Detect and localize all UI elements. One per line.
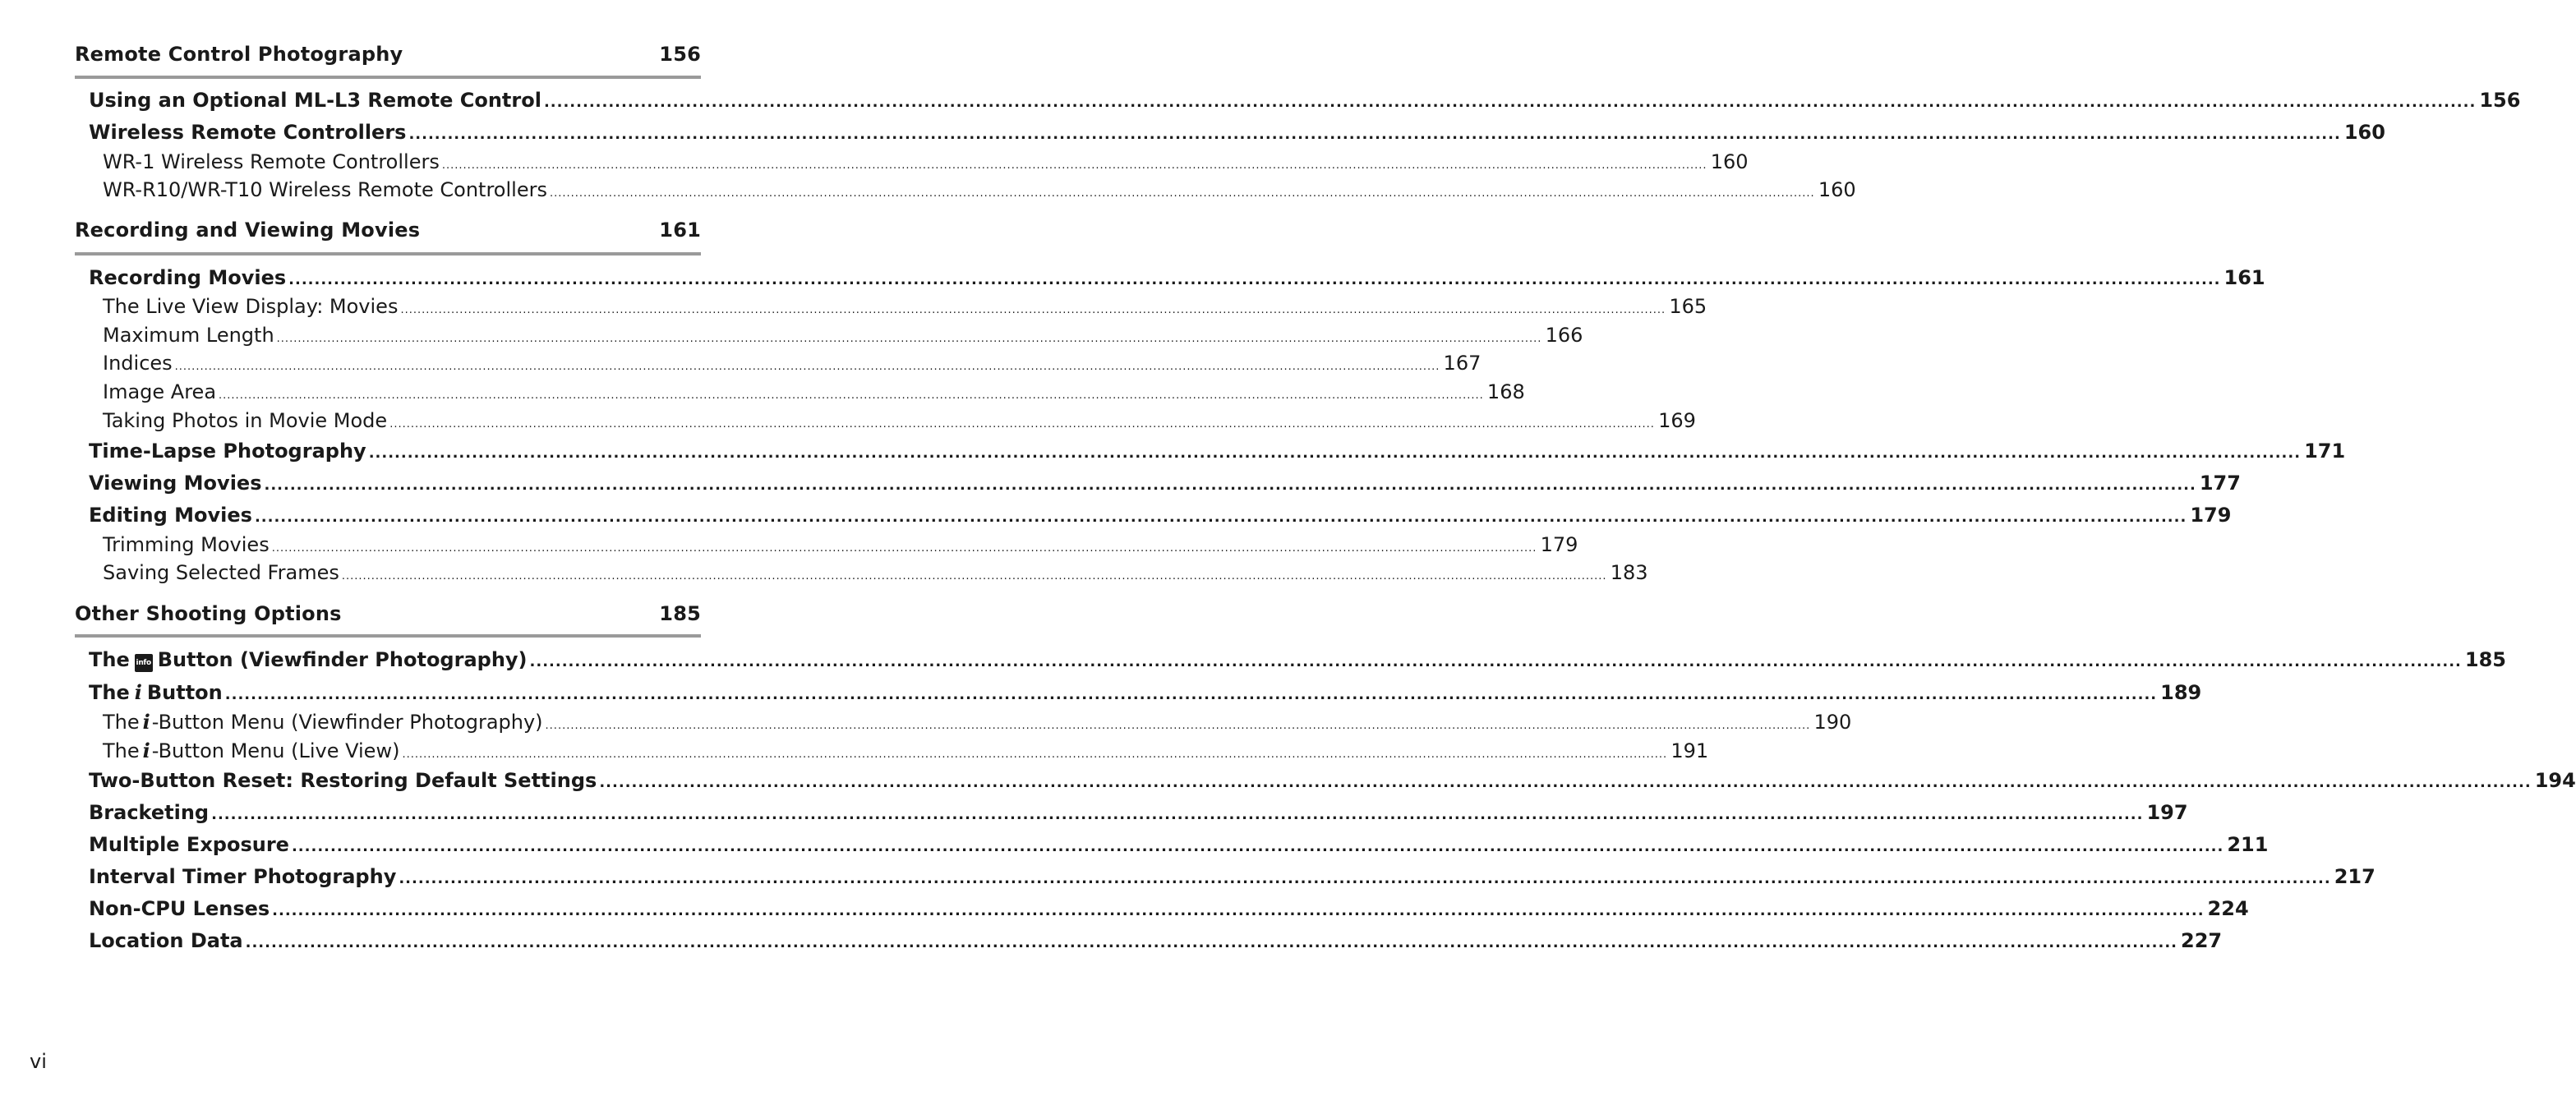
toc-entry[interactable] — [89, 504, 2232, 532]
dot-leader: ............................................................................................................................................................................................................................................................................................................ — [441, 159, 1707, 172]
section-page: 156 — [659, 43, 701, 66]
entry-page: 183 — [1610, 561, 1648, 584]
toc-entry[interactable] — [89, 472, 2241, 500]
dot-leader: ............................................................................................................................................................................................................................................................................................................ — [224, 686, 2158, 703]
entry-page: 217 — [2334, 865, 2376, 888]
toc-subentry[interactable] — [103, 561, 1648, 587]
dot-leader: ............................................................................................................................................................................................................................................................................................................ — [291, 838, 2224, 855]
toc-subentry[interactable] — [103, 324, 1583, 350]
entry-title-post: Button (Viewfinder Photography) — [157, 648, 528, 671]
dot-leader: ............................................................................................................................................................................................................................................................................................................ — [276, 333, 1542, 345]
dot-leader: ............................................................................................................................................................................................................................................................................................................ — [408, 126, 2341, 143]
dot-leader: ............................................................................................................................................................................................................................................................................................................ — [288, 271, 2221, 288]
entry-title: Multiple Exposure — [89, 833, 289, 856]
section-title: Recording and Viewing Movies — [75, 219, 421, 242]
entry-page: 190 — [1813, 711, 1852, 734]
toc-entry[interactable] — [89, 89, 2521, 117]
toc-entry[interactable] — [89, 929, 2223, 957]
toc-entry[interactable] — [89, 769, 2576, 797]
i-button-icon: i — [134, 680, 142, 704]
section-page: 161 — [659, 219, 701, 242]
dot-leader: ............................................................................................................................................................................................................................................................................................................ — [400, 304, 1666, 316]
entry-title: Location Data — [89, 929, 243, 952]
entry-title-pre: The — [103, 711, 140, 734]
entry-title: Saving Selected Frames — [103, 561, 339, 584]
toc-subentry[interactable] — [103, 295, 1707, 321]
entry-page: 160 — [1710, 150, 1749, 173]
entry-page: 169 — [1658, 409, 1696, 432]
entry-title: WR-R10/WR-T10 Wireless Remote Controllers — [103, 178, 547, 201]
entry-title: Bracketing — [89, 801, 210, 824]
entry-title: The Live View Display: Movies — [103, 295, 399, 318]
entry-title-post: -Button Menu (Viewfinder Photography) — [151, 711, 543, 734]
entry-page: 177 — [2199, 472, 2241, 495]
entry-page: 165 — [1669, 295, 1707, 318]
entry-title: Editing Movies — [89, 504, 252, 527]
entry-page: 166 — [1545, 324, 1583, 347]
entry-page: 156 — [2479, 89, 2521, 112]
section-divider — [75, 252, 701, 256]
entry-title: Two-Button Reset: Restoring Default Settings — [89, 769, 597, 792]
dot-leader: ............................................................................................................................................................................................................................................................................................................ — [549, 187, 1815, 200]
info-button-icon: info — [135, 654, 153, 672]
entry-title-pre: The — [103, 739, 140, 762]
entry-title: WR-1 Wireless Remote Controllers — [103, 150, 440, 173]
entry-title-pre: The — [89, 648, 130, 671]
toc-subentry[interactable] — [103, 710, 1852, 736]
toc-entry[interactable] — [89, 648, 2507, 676]
dot-leader: ............................................................................................................................................................................................................................................................................................................ — [211, 806, 2144, 823]
section-header — [75, 597, 701, 630]
section-title: Remote Control Photography — [75, 43, 403, 66]
toc-entry[interactable] — [89, 897, 2249, 925]
toc-subentry[interactable] — [103, 352, 1482, 378]
entry-page: 185 — [2464, 648, 2507, 671]
entry-page: 179 — [1540, 533, 1578, 556]
i-button-icon: i — [142, 739, 150, 762]
toc-entry[interactable] — [89, 801, 2188, 829]
toc-subentry[interactable] — [103, 380, 1525, 407]
entry-title: Wireless Remote Controllers — [89, 121, 407, 144]
entry-title: Time-Lapse Photography — [89, 440, 366, 463]
toc-subentry[interactable] — [103, 178, 1856, 205]
entry-page: 160 — [1818, 178, 1856, 201]
entry-page: 167 — [1443, 352, 1482, 375]
dot-leader: ............................................................................................................................................................................................................................................................................................................ — [399, 870, 2331, 887]
page-number: vi — [30, 1050, 47, 1073]
entry-title: Interval Timer Photography — [89, 865, 397, 888]
entry-title: Viewing Movies — [89, 472, 262, 495]
section-header — [75, 38, 701, 71]
toc-entry[interactable] — [89, 440, 2346, 467]
toc-entry[interactable] — [89, 865, 2376, 893]
entry-page: 197 — [2146, 801, 2188, 824]
dot-leader: ............................................................................................................................................................................................................................................................................................................ — [543, 94, 2477, 111]
entry-title: Using an Optional ML-L3 Remote Control — [89, 89, 541, 112]
entry-page: 168 — [1486, 380, 1525, 403]
i-button-icon: i — [142, 710, 150, 734]
entry-page: 194 — [2534, 769, 2576, 792]
entry-page: 160 — [2343, 121, 2385, 144]
entry-page: 161 — [2223, 266, 2265, 289]
toc-subentry[interactable] — [103, 739, 1709, 765]
entry-title: Image Area — [103, 380, 217, 403]
entry-title — [89, 648, 528, 674]
dot-leader: ............................................................................................................................................................................................................................................................................................................ — [529, 653, 2462, 670]
dot-leader: ............................................................................................................................................................................................................................................................................................................ — [264, 477, 2196, 494]
dot-leader: ............................................................................................................................................................................................................................................................................................................ — [545, 720, 1811, 732]
toc-entry[interactable] — [89, 266, 2265, 294]
entry-page: 224 — [2207, 897, 2249, 920]
section-divider — [75, 634, 701, 638]
toc-subentry[interactable] — [103, 409, 1696, 435]
toc-entry[interactable] — [89, 680, 2202, 708]
entry-title-pre: The — [89, 681, 130, 704]
dot-leader: ............................................................................................................................................................................................................................................................................................................ — [245, 934, 2177, 951]
dot-leader: ............................................................................................................................................................................................................................................................................................................ — [402, 748, 1668, 761]
toc-entry[interactable] — [89, 121, 2385, 149]
section-page: 185 — [659, 602, 701, 625]
section-header — [75, 214, 701, 246]
entry-title — [103, 739, 399, 762]
entry-title: Taking Photos in Movie Mode — [103, 409, 388, 432]
dot-leader: ............................................................................................................................................................................................................................................................................................................ — [219, 389, 1484, 402]
toc-subentry[interactable] — [103, 150, 1749, 177]
entry-page: 191 — [1670, 739, 1709, 762]
toc-entry[interactable] — [89, 833, 2269, 861]
entry-title: Recording Movies — [89, 266, 287, 289]
entry-title: Trimming Movies — [103, 533, 270, 556]
entry-page: 227 — [2181, 929, 2223, 952]
entry-title: Indices — [103, 352, 173, 375]
entry-page: 179 — [2190, 504, 2232, 527]
entry-page: 211 — [2227, 833, 2269, 856]
toc-subentry[interactable] — [103, 533, 1578, 559]
section-divider — [75, 76, 701, 79]
entry-page: 189 — [2160, 681, 2202, 704]
dot-leader: ............................................................................................................................................................................................................................................................................................................ — [389, 418, 1655, 430]
entry-title-post: -Button Menu (Live View) — [151, 739, 400, 762]
dot-leader: ............................................................................................................................................................................................................................................................................................................ — [599, 774, 2532, 791]
section-title: Other Shooting Options — [75, 602, 342, 625]
dot-leader: ............................................................................................................................................................................................................................................................................................................ — [174, 361, 1440, 373]
dot-leader: ............................................................................................................................................................................................................................................................................................................ — [341, 570, 1607, 582]
entry-title — [103, 710, 543, 734]
entry-title: Maximum Length — [103, 324, 274, 347]
dot-leader: ............................................................................................................................................................................................................................................................................................................ — [368, 444, 2302, 462]
entry-title-post: Button — [146, 681, 223, 704]
dot-leader: ............................................................................................................................................................................................................................................................................................................ — [272, 902, 2205, 919]
entry-title: Non-CPU Lenses — [89, 897, 270, 920]
dot-leader: ............................................................................................................................................................................................................................................................................................................ — [271, 542, 1537, 555]
dot-leader: ............................................................................................................................................................................................................................................................................................................ — [254, 509, 2187, 526]
entry-page: 171 — [2304, 440, 2346, 463]
entry-title — [89, 680, 223, 704]
